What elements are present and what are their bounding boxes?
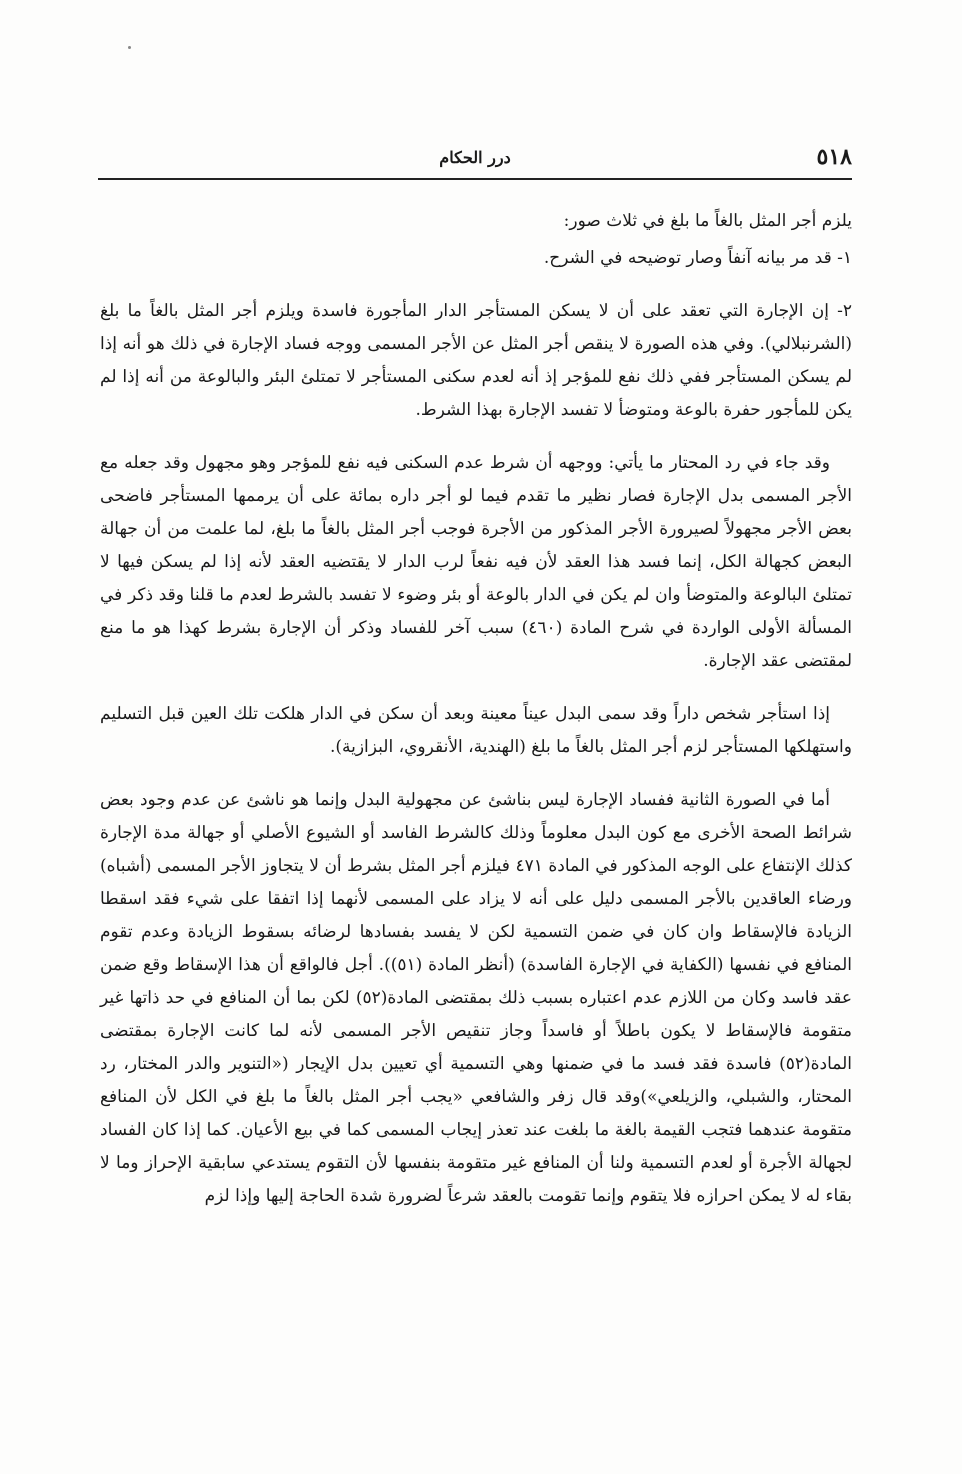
paragraph-rental-case: إذا استأجر شخص داراً وقد سمى البدل عيناً معينة وبعد أن سكن في الدار هلكت تلك العين قبل التسليم واستهلكها المستأجر لزم أجر المثل بالغاً ما بلغ (الهندية، الأنقروي، البزازية). — [100, 704, 852, 757]
page-number: ٥١٨ — [816, 144, 852, 170]
paragraph-item-2: ٢- إن الإجارة التي تعقد على أن لا يسكن المستأجر الدار المأجورة فاسدة ويلزم أجر المثل بالغاً ما بلغ (الشرنبلالي). وفي هذه الصورة لا ينقص أجر المثل عن الأجر المسمى ووجه فساد الإجارة في ذلك هو أنه إذا لم يسكن المستأجر ففي ذلك نفع للمؤجر إذ أنه لعدم سكنى المستأجر لا تمتلئ البئر والبالوعة من أنه إذا لم يكن للمأجور حفرة بالوعة ومتوضأ لا تفسد الإجارة بهذا الشرط. — [100, 301, 852, 420]
paragraph-second-case: أما في الصورة الثانية ففساد الإجارة ليس بناشئ عن مجهولية البدل وإنما هو ناشئ عن عدم وجود بعض شرائط الصحة الأخرى مع كون البدل معلوماً وذلك كالشرط الفاسد أو الشيوع الأصلي أو جهالة مدة الإجارة كذلك الإنتفاع على الوجه المذكور في المادة ٤٧١ فيلزم أجر المثل بشرط أن لا يتجاوز الأجر المسمى (أشباه) ورضاء العاقدين بالأجر المسمى دليل على أنه لا يزاد على المسمى لأنهما إذا اتفقا على شيء فقد اسقطا الزيادة فالإسقاط وان كان في ضمن التسمية لكن لا يفسد بفسادها لرضائه بسقوط الزيادة وعدم تقوم المنافع في نفسها (الكفاية في الإجارة الفاسدة) (أنظر المادة (٥١)). أجل فالواقع أن هذا الإسقاط وقع ضمن عقد فاسد وكان من اللازم عدم اعتباره بسبب ذلك بمقتضى المادة(٥٢) لكن بما أن المنافع في حد ذاتها غير متقومة فالإسقاط لا يكون باطلاً أو فاسداً وجاز تنقيص الأجر المسمى لأنه لما كانت الإجارة بمقتضى المادة(٥٢) فاسدة فقد فسد ما في ضمنها وهي التسمية أي تعيين بدل الإيجار («التنوير والدر المختار، رد المحتار، والشبلي، والزيلعي»)وقد قال زفر والشافعي «يجب أجر المثل بالغاً ما بلغ في الكل لأن المنافع متقومة عندهما فتجب القيمة بالغة ما بلغت عند تعذر إيجاب المسمى كما في بيع الأعيان. كما إذا كان الفساد لجهالة الأجرة أو لعدم التسمية ولنا أن المنافع غير متقومة بنفسها لأن التقوم يستدعي سابقية الإحراز وما لا بقاء له لا يمكن احرازه فلا يتقوم وإنما تقومت بالعقد شرعاً لضرورة شدة الحاجة إليها وإذا لزم — [100, 790, 853, 1206]
page-body — [100, 205, 852, 1227]
paragraph-radd-almuhtar: وقد جاء في رد المحتار ما يأتي: ووجهه أن شرط عدم السكنى فيه نفع للمؤجر وهو مجهول وقد جعله مع الأجر المسمى بدل الإجارة فصار نظير ما تقدم فيما لو أجر داره بمائة على أن يرممها المستأجر فاضحى بعض الأجر مجهولاً لصيرورة الأجر المذكور من الأجرة فوجب أجر المثل بالغاً ما بلغ، لما علمت من أن جهالة البعض كجهالة الكل، إنما فسد هذا العقد لأن فيه نفعاً لرب الدار لا يقتضيه العقد لأنه إذا لم يسكن فيها لا تمتلئ البالوعة والمتوضأ وان لم يكن في الدار بالوعة أو بئر وضوء لا تفسد بالشرط لعدم ما قلنا وقد ذكر في المسألة الأولى الواردة في شرح المادة (٤٦٠) سبب آخر للفساد وذكر أن الإجارة بشرط كهذا هو ما منع لمقتضى عقد الإجارة. — [100, 453, 852, 671]
page-header — [98, 140, 852, 180]
running-title: درر الحكام — [439, 148, 511, 167]
paragraph-item-1: ١- قد مر بيانه آنفاً وصار توضيحه في الشرح. — [543, 248, 852, 268]
paragraph-intro: يلزم أجر المثل بالغاً ما بلغ في ثلاث صور: — [563, 211, 852, 231]
scan-speck — [128, 46, 131, 49]
